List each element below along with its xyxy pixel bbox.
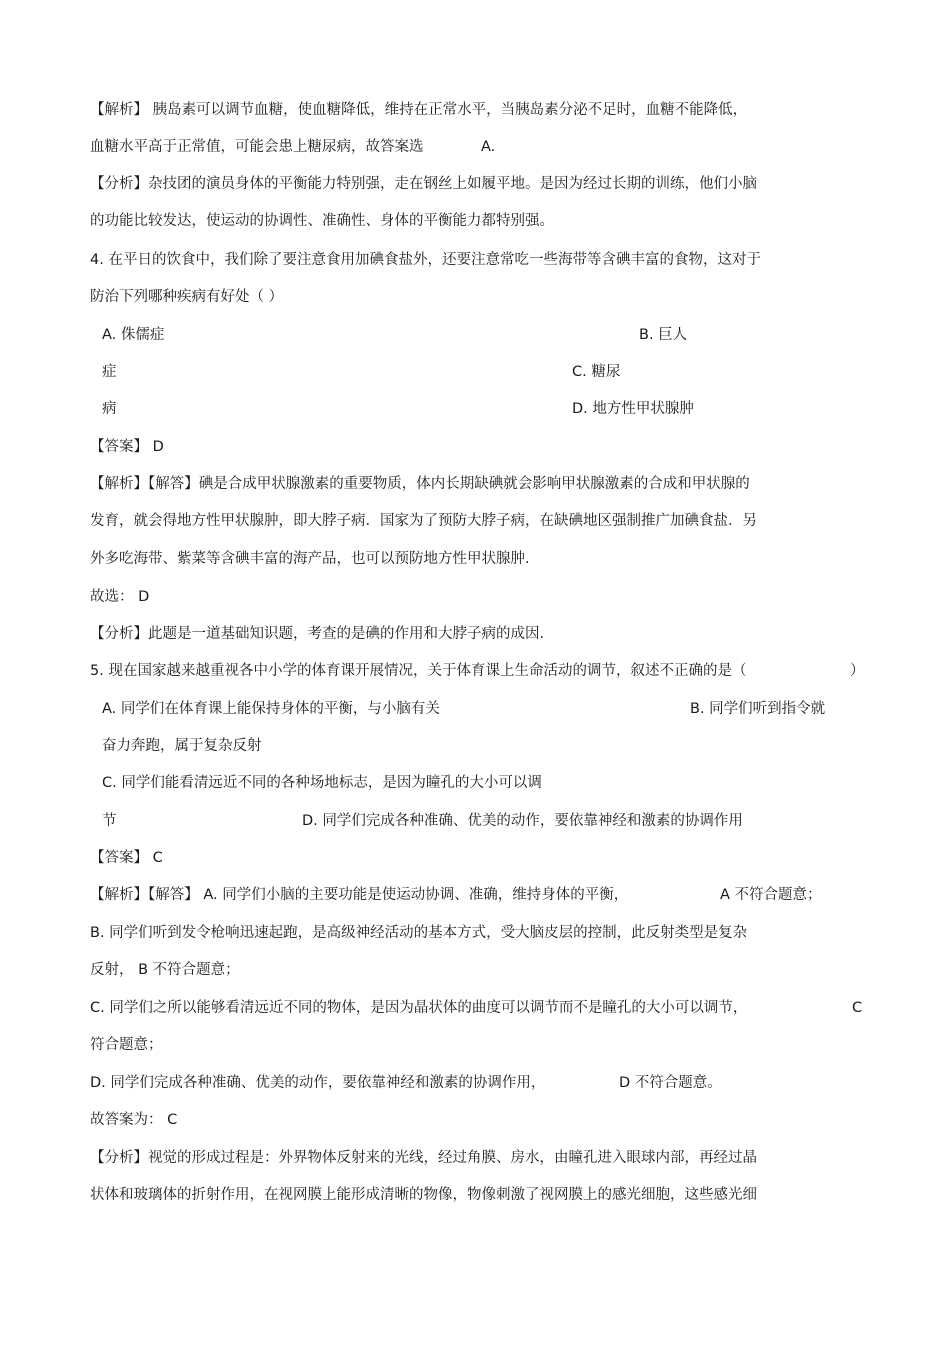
q5-option-c-wrap: 节 <box>102 813 117 829</box>
q4-option-c: C. 糖尿 <box>572 364 621 380</box>
q5-analysis-a: 【解析】【解答】 A. 同学们小脑的主要功能是使运动协调、准确，维持身体的平衡， <box>90 887 629 903</box>
q4-option-a: A. 侏儒症 <box>102 327 165 343</box>
q5-choice: 故答案为： C <box>90 1112 178 1128</box>
analysis-line-1: 【解析】 胰岛素可以调节血糖，使血糖降低，维持在正常水平，当胰岛素分泌不足时，血糖不能降低， <box>90 102 748 118</box>
q5-note-line-1: 【分析】视觉的形成过程是：外界物体反射来的光线，经过角膜、房水，由瞳孔进入眼球内部，再经过晶 <box>90 1150 757 1166</box>
q5-analysis-b-line-2: 反射， B 不符合题意； <box>90 962 240 978</box>
answer-choice-a: A. <box>481 139 496 155</box>
q4-option-b-wrap: 症 <box>102 364 117 380</box>
q5-analysis-d: D. 同学们完成各种准确、优美的动作，要依靠神经和激素的协调作用， <box>90 1075 546 1091</box>
analysis-note-line-1: 【分析】杂技团的演员身体的平衡能力特别强，走在钢丝上如履平地。是因为经过长期的训练，他们小脑 <box>90 176 757 192</box>
question-4-line-2: 防治下列哪种疾病有好处（ ） <box>90 289 284 305</box>
q5-analysis-c-letter: C <box>852 1000 863 1016</box>
analysis-line-2: 血糖水平高于正常值，可能会患上糖尿病，故答案选 <box>90 139 424 155</box>
q4-note: 【分析】此题是一道基础知识题，考查的是碘的作用和大脖子病的成因. <box>90 626 545 642</box>
q5-option-a: A. 同学们在体育课上能保持身体的平衡，与小脑有关 <box>102 701 440 717</box>
question-5-line-1: 5. 现在国家越来越重视各中小学的体育课开展情况，关于体育课上生命活动的调节，叙述不正确的是（ <box>90 663 747 679</box>
q5-answer: 【答案】 C <box>90 850 163 866</box>
q4-choice: 故选： D <box>90 589 150 605</box>
analysis-note-line-2: 的功能比较发达，使运动的协调性、准确性、身体的平衡能力都特别强。 <box>90 213 554 229</box>
q5-option-c: C. 同学们能看清远近不同的各种场地标志，是因为瞳孔的大小可以调 <box>102 775 542 791</box>
q5-analysis-c-line-2: 符合题意； <box>90 1037 163 1053</box>
q4-analysis-line-1: 【解析】【解答】碘是合成甲状腺激素的重要物质，体内长期缺碘就会影响甲状腺激素的合成和甲状腺的 <box>90 476 750 492</box>
q5-option-b-wrap: 奋力奔跑，属于复杂反射 <box>102 738 262 754</box>
question-5-bracket: ） <box>850 663 865 679</box>
q4-analysis-line-3: 外多吃海带、紫菜等含碘丰富的海产品，也可以预防地方性甲状腺肿. <box>90 551 530 567</box>
q5-option-b: B. 同学们听到指令就 <box>690 701 826 717</box>
q4-analysis-line-2: 发育，就会得地方性甲状腺肿，即大脖子病．国家为了预防大脖子病，在缺碘地区强制推广加碘食盐．另 <box>90 513 757 529</box>
q5-note-line-2: 状体和玻璃体的折射作用，在视网膜上能形成清晰的物像，物像刺激了视网膜上的感光细胞，这些感光细 <box>90 1187 757 1203</box>
q4-option-d: D. 地方性甲状腺肿 <box>572 401 694 417</box>
q5-analysis-d-verdict: D 不符合题意。 <box>619 1075 722 1091</box>
q5-analysis-a-verdict: A 不符合题意； <box>720 887 822 903</box>
q4-option-c-wrap: 病 <box>102 401 117 417</box>
q4-answer: 【答案】 D <box>90 439 164 455</box>
question-4-line-1: 4. 在平日的饮食中，我们除了要注意食用加碘食盐外，还要注意常吃一些海带等含碘丰富的食物，这对于 <box>90 252 761 268</box>
q4-option-b: B. 巨人 <box>639 327 688 343</box>
q5-analysis-c-line-1: C. 同学们之所以能够看清远近不同的物体，是因为晶状体的曲度可以调节而不是瞳孔的大小可以调节， <box>90 1000 748 1016</box>
q5-analysis-b-line-1: B. 同学们听到发令枪响迅速起跑，是高级神经活动的基本方式，受大脑皮层的控制，此反射类型是复杂 <box>90 925 748 941</box>
q5-option-d: D. 同学们完成各种准确、优美的动作，要依靠神经和激素的协调作用 <box>302 813 743 829</box>
